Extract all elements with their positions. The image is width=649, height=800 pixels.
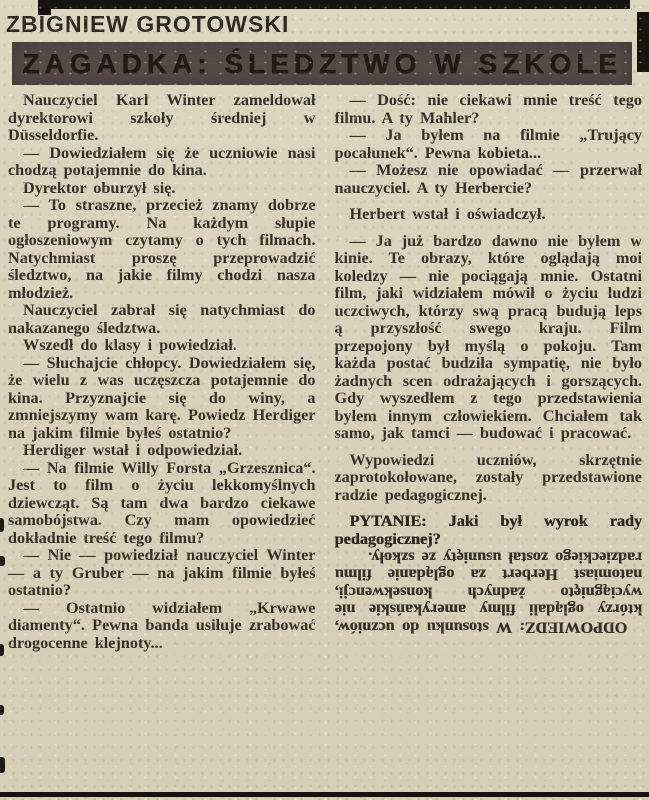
paragraph: — To straszne, przecież znamy dobrze te programy. Na każdym słupie ogłoszeniowym czytamy o tych filmach. Natychmiast proszę przeprowadzić śledztwo, na jakie filmy chodzi nasza młodzież. [8, 196, 316, 302]
paragraph: Nauczyciel zabrał się natychmiast do nakazanego śledztwa. [8, 301, 316, 337]
article-byline: ZBIGNIEW GROTOWSKI [6, 11, 290, 37]
right-rule [637, 12, 649, 72]
paragraph: Herdiger wstał i odpowiedział. [23, 441, 243, 459]
paragraph: Dyrektor oburzył się. [23, 178, 176, 197]
paragraph: Herbert wstał i oświadczył. [349, 205, 546, 223]
right-column [335, 92, 643, 652]
paragraph: — Ja byłem na filmie „Trujący pocałunek“. Pewna kobieta... [334, 126, 642, 162]
left-column [8, 92, 316, 652]
edge-ink-mark [0, 644, 4, 656]
edge-ink-mark [0, 518, 4, 532]
paragraph: Nauczyciel Karl Winter zameldował dyrektorowi szkoły średniej w Düsseldorfie. [8, 91, 316, 144]
edge-ink-mark [0, 705, 4, 715]
paragraph: — Możesz nie opowiadać — przerwał nauczyciel. A ty Herbercie? [334, 161, 642, 197]
paragraph: — Dowiedziałem się że uczniowie nasi chodzą potajemnie do kina. [8, 143, 316, 179]
edge-ink-mark [0, 556, 5, 566]
question-paragraph: PYTANIE: Jaki był wyrok rady pedagogicznej? [334, 512, 642, 548]
edge-ink-mark [0, 757, 5, 773]
paragraph: Wszedł do klasy i powiedział. [23, 336, 237, 354]
paragraph: Wypowiedzi uczniów, skrzętnie zaprotokołowane, zostały przedstawione radzie pedagogicznej. [334, 450, 642, 504]
paragraph: — Nie — powiedział nauczyciel Winter — a ty Gruber — na jakim filmie byłeś ostatnio? [8, 546, 316, 599]
paragraph: — Dość: nie ciekawi mnie treść tego filmu. A ty Mahler? [334, 91, 642, 127]
article-title-bar [12, 42, 632, 85]
article-body [8, 92, 642, 652]
paragraph: — Słuchajcie chłopcy. Dowiedziałem się, że wielu z was uczęszcza potajemnie do kina. Przyznajcie się do winy, a zmniejszymy wam karę. Powiedz Herdiger na jakim filmie byłeś ostatnio? [8, 353, 316, 442]
bottom-rule [0, 792, 649, 797]
top-rule [38, 0, 630, 9]
article-title: ZAGADKA: ŚLEDZTWO W SZKOLE [22, 47, 622, 79]
paragraph: — Na filmie Willy Forsta „Grzesznica“. Jest to film o życiu lekkomyślnych dziewcząt. Są tam dwa bardzo ciekawe samobójstwa. Czy mam opowiedzieć dokładnie treść tego filmu? [8, 458, 316, 547]
paragraph: — Ja już bardzo dawno nie byłem w kinie. Te obrazy, które oglądają moi koledzy — nie pociągają mnie. Ostatni film, jaki widziałem mówił o życiu ludzi uczciwych, którzy swą pracą budują leps ą przyszłość swego kraju. Film przepojony był myślą o pokoju. Tam każda postać budziła sympatię, nie było żadnych scen odrażających i gorszących. Gdy wyszedłem z tego przedstawienia byłem innym człowiekiem. Chciałem tak samo, jak tamci — budować i pracować. [334, 231, 642, 442]
paragraph: — Ostatnio widziałem „Krwawe diamenty“. Pewna banda usiłuje zrabować drogocenne klejnoty... [8, 598, 316, 652]
answer-paragraph-rotated: ODPOWIEDZ: W stosunku do uczniów, którzy oglądali filmy amerykańskie nie wyciągnięto żadnych konsekwencji, natomiast Herbert za oglądanie filmu radzieckiego został usunięty ze szkoły. [334, 548, 642, 637]
